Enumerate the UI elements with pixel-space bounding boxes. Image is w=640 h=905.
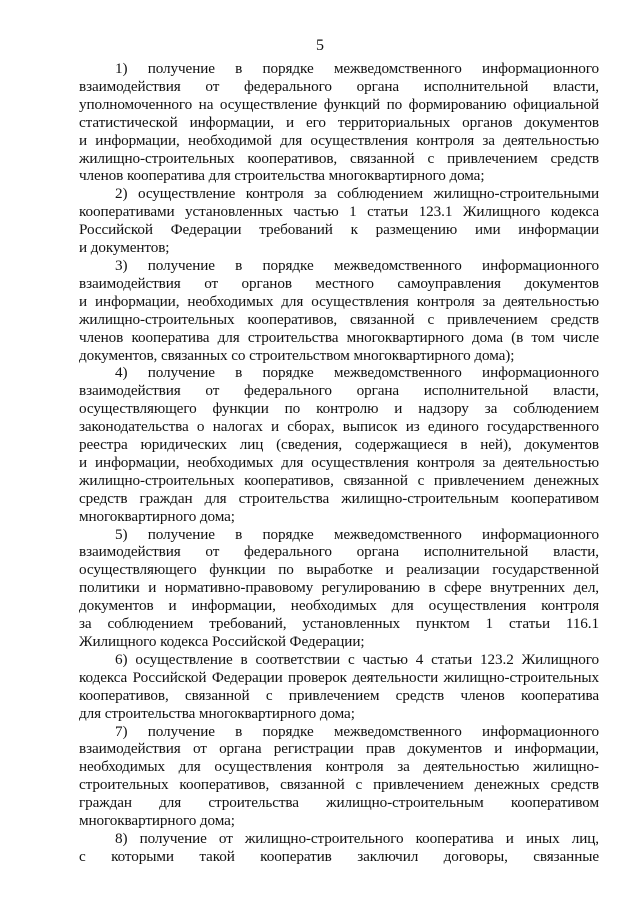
text-line: документов, связанных со строительством многоквартирного дома);	[79, 346, 515, 364]
paragraph-8	[79, 830, 599, 866]
text-line: взаимодействия от органов местного самоуправления документов	[79, 274, 599, 292]
text-line: 8) получение от жилищно-строительного кооператива и иных лиц,	[115, 829, 599, 847]
text-line: за соблюдением требований, установленных пунктом 1 статьи 116.1	[79, 615, 599, 633]
page-number: 5	[316, 37, 324, 54]
text-line: кооперативами установленных частью 1 статьи 123.1 Жилищного кодекса	[79, 203, 599, 221]
text-line: многоквартирного дома;	[79, 812, 235, 830]
text-line: 4) получение в порядке межведомственного информационного	[115, 364, 599, 382]
text-line: и документов;	[79, 239, 170, 257]
text-line: 7) получение в порядке межведомственного информационного	[115, 722, 599, 740]
text-line: членов кооператива для строительства многоквартирного дома;	[79, 167, 485, 185]
text-line: кодекса Российской Федерации проверок деятельности жилищно-строительных	[79, 668, 599, 686]
text-line: уполномоченного на осуществление функций по формированию официальной	[79, 95, 599, 113]
paragraph-6	[79, 651, 599, 723]
document-body	[79, 60, 599, 866]
text-line: строительных кооперативов, связанной с привлечением денежных средств	[79, 776, 599, 794]
text-line: 5) получение в порядке межведомственного информационного	[115, 525, 599, 543]
text-line: для строительства многоквартирного дома;	[79, 704, 355, 722]
text-line: Жилищного кодекса Российской Федерации;	[79, 633, 365, 650]
text-line: 6) осуществление в соответствии с частью 4 статьи 123.2 Жилищного	[115, 650, 599, 668]
text-line: осуществляющего функции по выработке и реализации государственной	[79, 561, 599, 579]
paragraph-4	[79, 364, 599, 525]
text-line: граждан для строительства жилищно-строительным кооперативом	[79, 794, 599, 812]
text-line: 2) осуществление контроля за соблюдением жилищно-строительными	[115, 185, 599, 203]
paragraph-3	[79, 257, 599, 364]
text-line: статистической информации, и его территориальных органов документов	[79, 113, 599, 131]
text-line: взаимодействия от федерального органа исполнительной власти,	[79, 543, 599, 561]
text-line: 3) получение в порядке межведомственного информационного	[115, 256, 599, 274]
text-line: необходимых для осуществления контроля за деятельностью жилищно-	[79, 758, 599, 776]
text-line: средств граждан для строительства жилищно-строительным кооперативом	[79, 489, 599, 507]
text-line: политики и нормативно-правовому регулированию в сфере внутренних дел,	[79, 579, 599, 597]
text-line: жилищно-строительных кооперативов, связанной с привлечением денежных	[79, 471, 599, 489]
text-line: многоквартирного дома;	[79, 507, 235, 525]
paragraph-5	[79, 526, 599, 651]
text-line: осуществляющего функции по контролю и надзору за соблюдением	[79, 400, 599, 418]
text-line: жилищно-строительных кооперативов, связанной с привлечением средств	[79, 149, 599, 167]
paragraph-2	[79, 185, 599, 257]
text-line: жилищно-строительных кооперативов, связанной с привлечением средств	[79, 310, 599, 328]
text-line: и информации, необходимых для осуществления контроля за деятельностью	[79, 453, 599, 471]
text-line: законодательства о налогах и сборах, выписок из единого государственного	[79, 418, 599, 436]
paragraph-7	[79, 723, 599, 830]
text-line: реестра юридических лиц (сведения, содержащиеся в ней), документов	[79, 436, 599, 454]
text-line: Российской Федерации требований к размещению ими информации	[79, 221, 599, 239]
text-line: 1) получение в порядке межведомственного информационного	[115, 60, 599, 77]
text-line: документов и информации, необходимых для осуществления контроля	[79, 597, 599, 615]
text-line: членов кооператива для строительства многоквартирного дома (в том числе	[79, 328, 599, 346]
text-line: и информации, необходимой для осуществления контроля за деятельностью	[79, 131, 599, 149]
text-line: взаимодействия от федерального органа исполнительной власти,	[79, 382, 599, 400]
text-line: кооперативов, связанной с привлечением средств членов кооператива	[79, 686, 599, 704]
text-line: взаимодействия от органа регистрации прав документов и информации,	[79, 740, 599, 758]
text-line: взаимодействия от федерального органа исполнительной власти,	[79, 77, 599, 95]
text-line: и информации, необходимых для осуществления контроля за деятельностью	[79, 292, 599, 310]
text-line: с которыми такой кооператив заключил договоры, связанные	[79, 847, 599, 865]
paragraph-1	[79, 60, 599, 185]
